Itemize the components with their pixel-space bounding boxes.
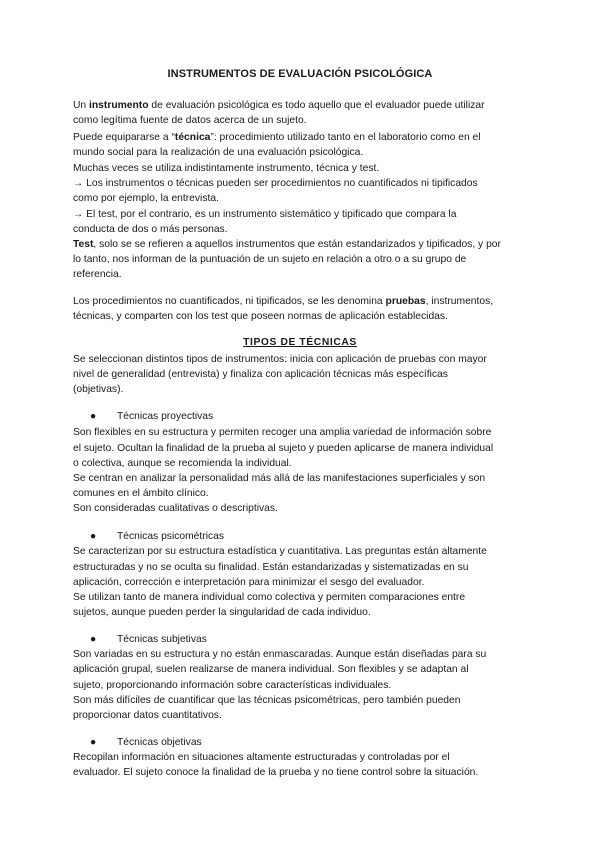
intro-line-6: → Los instrumentos o técnicas pueden ser procedimientos no cuantificados ni tipificados <box>73 178 478 189</box>
proyectivas-line-1: Son flexibles en su estructura y permiten recoger una amplia variedad de información sobre <box>73 427 492 438</box>
intro-line-11: lo tanto, nos informan de la puntuación de un sujeto en relación a otro o a su grupo de <box>73 254 467 265</box>
bullet-icon: ● <box>90 531 97 542</box>
procedures-line-2: técnicas, y comparten con los test que poseen normas de aplicación establecidas. <box>73 311 448 322</box>
bullet-tecnicas-objetivas: ● Técnicas objetivas <box>90 737 202 748</box>
subjetivas-line-5: proporcionar datos cuantitativos. <box>73 710 222 721</box>
term-test: Test <box>73 239 94 250</box>
bullet-icon: ● <box>90 411 97 422</box>
psicometricas-line-1: Se caracterizan por su estructura estadística y cuantitativa. Las preguntas están altamente <box>73 546 487 557</box>
psicometricas-line-5: sujetos, aunque pueden perder la singularidad de cada individuo. <box>73 607 371 618</box>
section-line-3: (objetivas). <box>73 384 124 395</box>
intro-line-9: conducta de dos o más personas. <box>73 224 228 235</box>
intro-line-10: Test, solo se se refieren a aquellos instrumentos que están estandarizados y tipificados, y por <box>73 239 501 250</box>
proyectivas-line-3: o colectiva, aunque se recomienda la individual. <box>73 458 292 469</box>
subjetivas-line-2: aplicación grupal, suelen realizarse de manera individual. Son flexibles y se adaptan al <box>73 664 469 675</box>
subjetivas-line-3: sujeto, proporcionando información sobre características individuales. <box>73 680 392 691</box>
bullet-tecnicas-subjetivas: ● Técnicas subjetivas <box>90 634 207 645</box>
intro-line-4: mundo social para la realización de una evaluación psicológica. <box>73 147 364 158</box>
psicometricas-line-2: estructuradas y no se oculta su finalidad. Están estandarizadas y sistematizadas en su <box>73 562 469 573</box>
term-instrumento: instrumento <box>89 100 149 111</box>
psicometricas-line-3: aplicación, corrección e interpretación para minimizar el sesgo del evaluador. <box>73 577 425 588</box>
intro-line-8: → El test, por el contrario, es un instrumento sistemático y tipificado que compara la <box>73 209 457 220</box>
bullet-tecnicas-proyectivas: ● Técnicas proyectivas <box>90 411 214 422</box>
proyectivas-line-4: Se centran en analizar la personalidad más allá de las manifestaciones superficiales y son <box>73 473 486 484</box>
subjetivas-line-4: Son más difíciles de cuantificar que las técnicas psicométricas, pero también pueden <box>73 695 461 706</box>
bullet-tecnicas-psicometricas: ● Técnicas psicométricas <box>90 531 225 542</box>
bullet-icon: ● <box>90 634 97 645</box>
intro-line-1: Un instrumento de evaluación psicológica es todo aquello que el evaluador puede utilizar <box>73 100 485 111</box>
intro-line-2: como legítima fuente de datos acerca de un sujeto. <box>73 115 307 126</box>
proyectivas-line-5: comunes en el ámbito clínico. <box>73 488 209 499</box>
document-title: INSTRUMENTOS DE EVALUACIÓN PSICOLÓGICA <box>167 68 433 80</box>
intro-line-7: como por ejemplo, la entrevista. <box>73 193 219 204</box>
intro-line-3: Puede equipararse a “técnica”: procedimiento utilizado tanto en el laboratorio como en el <box>73 132 481 143</box>
section-title: TIPOS DE TÉCNICAS <box>243 337 357 348</box>
bullet-icon: ● <box>90 737 97 748</box>
objetivas-line-1: Recopilan información en situaciones altamente estructuradas y controladas por el <box>73 752 450 763</box>
proyectivas-line-2: el sujeto. Ocultan la finalidad de la prueba al sujeto y pueden aplicarse de manera individual <box>73 443 494 454</box>
term-tecnica: técnica <box>174 132 211 143</box>
intro-line-12: referencia. <box>73 269 122 280</box>
objetivas-line-2: evaluador. El sujeto conoce la finalidad de la prueba y no tiene control sobre la situación. <box>73 767 479 778</box>
section-line-2: nivel de generalidad (entrevista) y finaliza con aplicación técnicas más específicas <box>73 369 448 380</box>
subjetivas-line-1: Son variadas en su estructura y no están enmascaradas. Aunque están diseñadas para su <box>73 649 487 660</box>
proyectivas-line-6: Son consideradas cualitativas o descriptivas. <box>73 503 278 514</box>
procedures-line-1: Los procedimientos no cuantificados, ni tipificados, se les denomina pruebas, instrumentos, <box>73 296 494 307</box>
intro-line-5: Muchas veces se utiliza indistintamente instrumento, técnica y test. <box>73 163 380 174</box>
psicometricas-line-4: Se utilizan tanto de manera individual como colectiva y permiten comparaciones entre <box>73 592 466 603</box>
term-pruebas: pruebas <box>385 296 426 307</box>
section-line-1: Se seleccionan distintos tipos de instrumentos: inicia con aplicación de pruebas con mayor <box>73 354 487 365</box>
